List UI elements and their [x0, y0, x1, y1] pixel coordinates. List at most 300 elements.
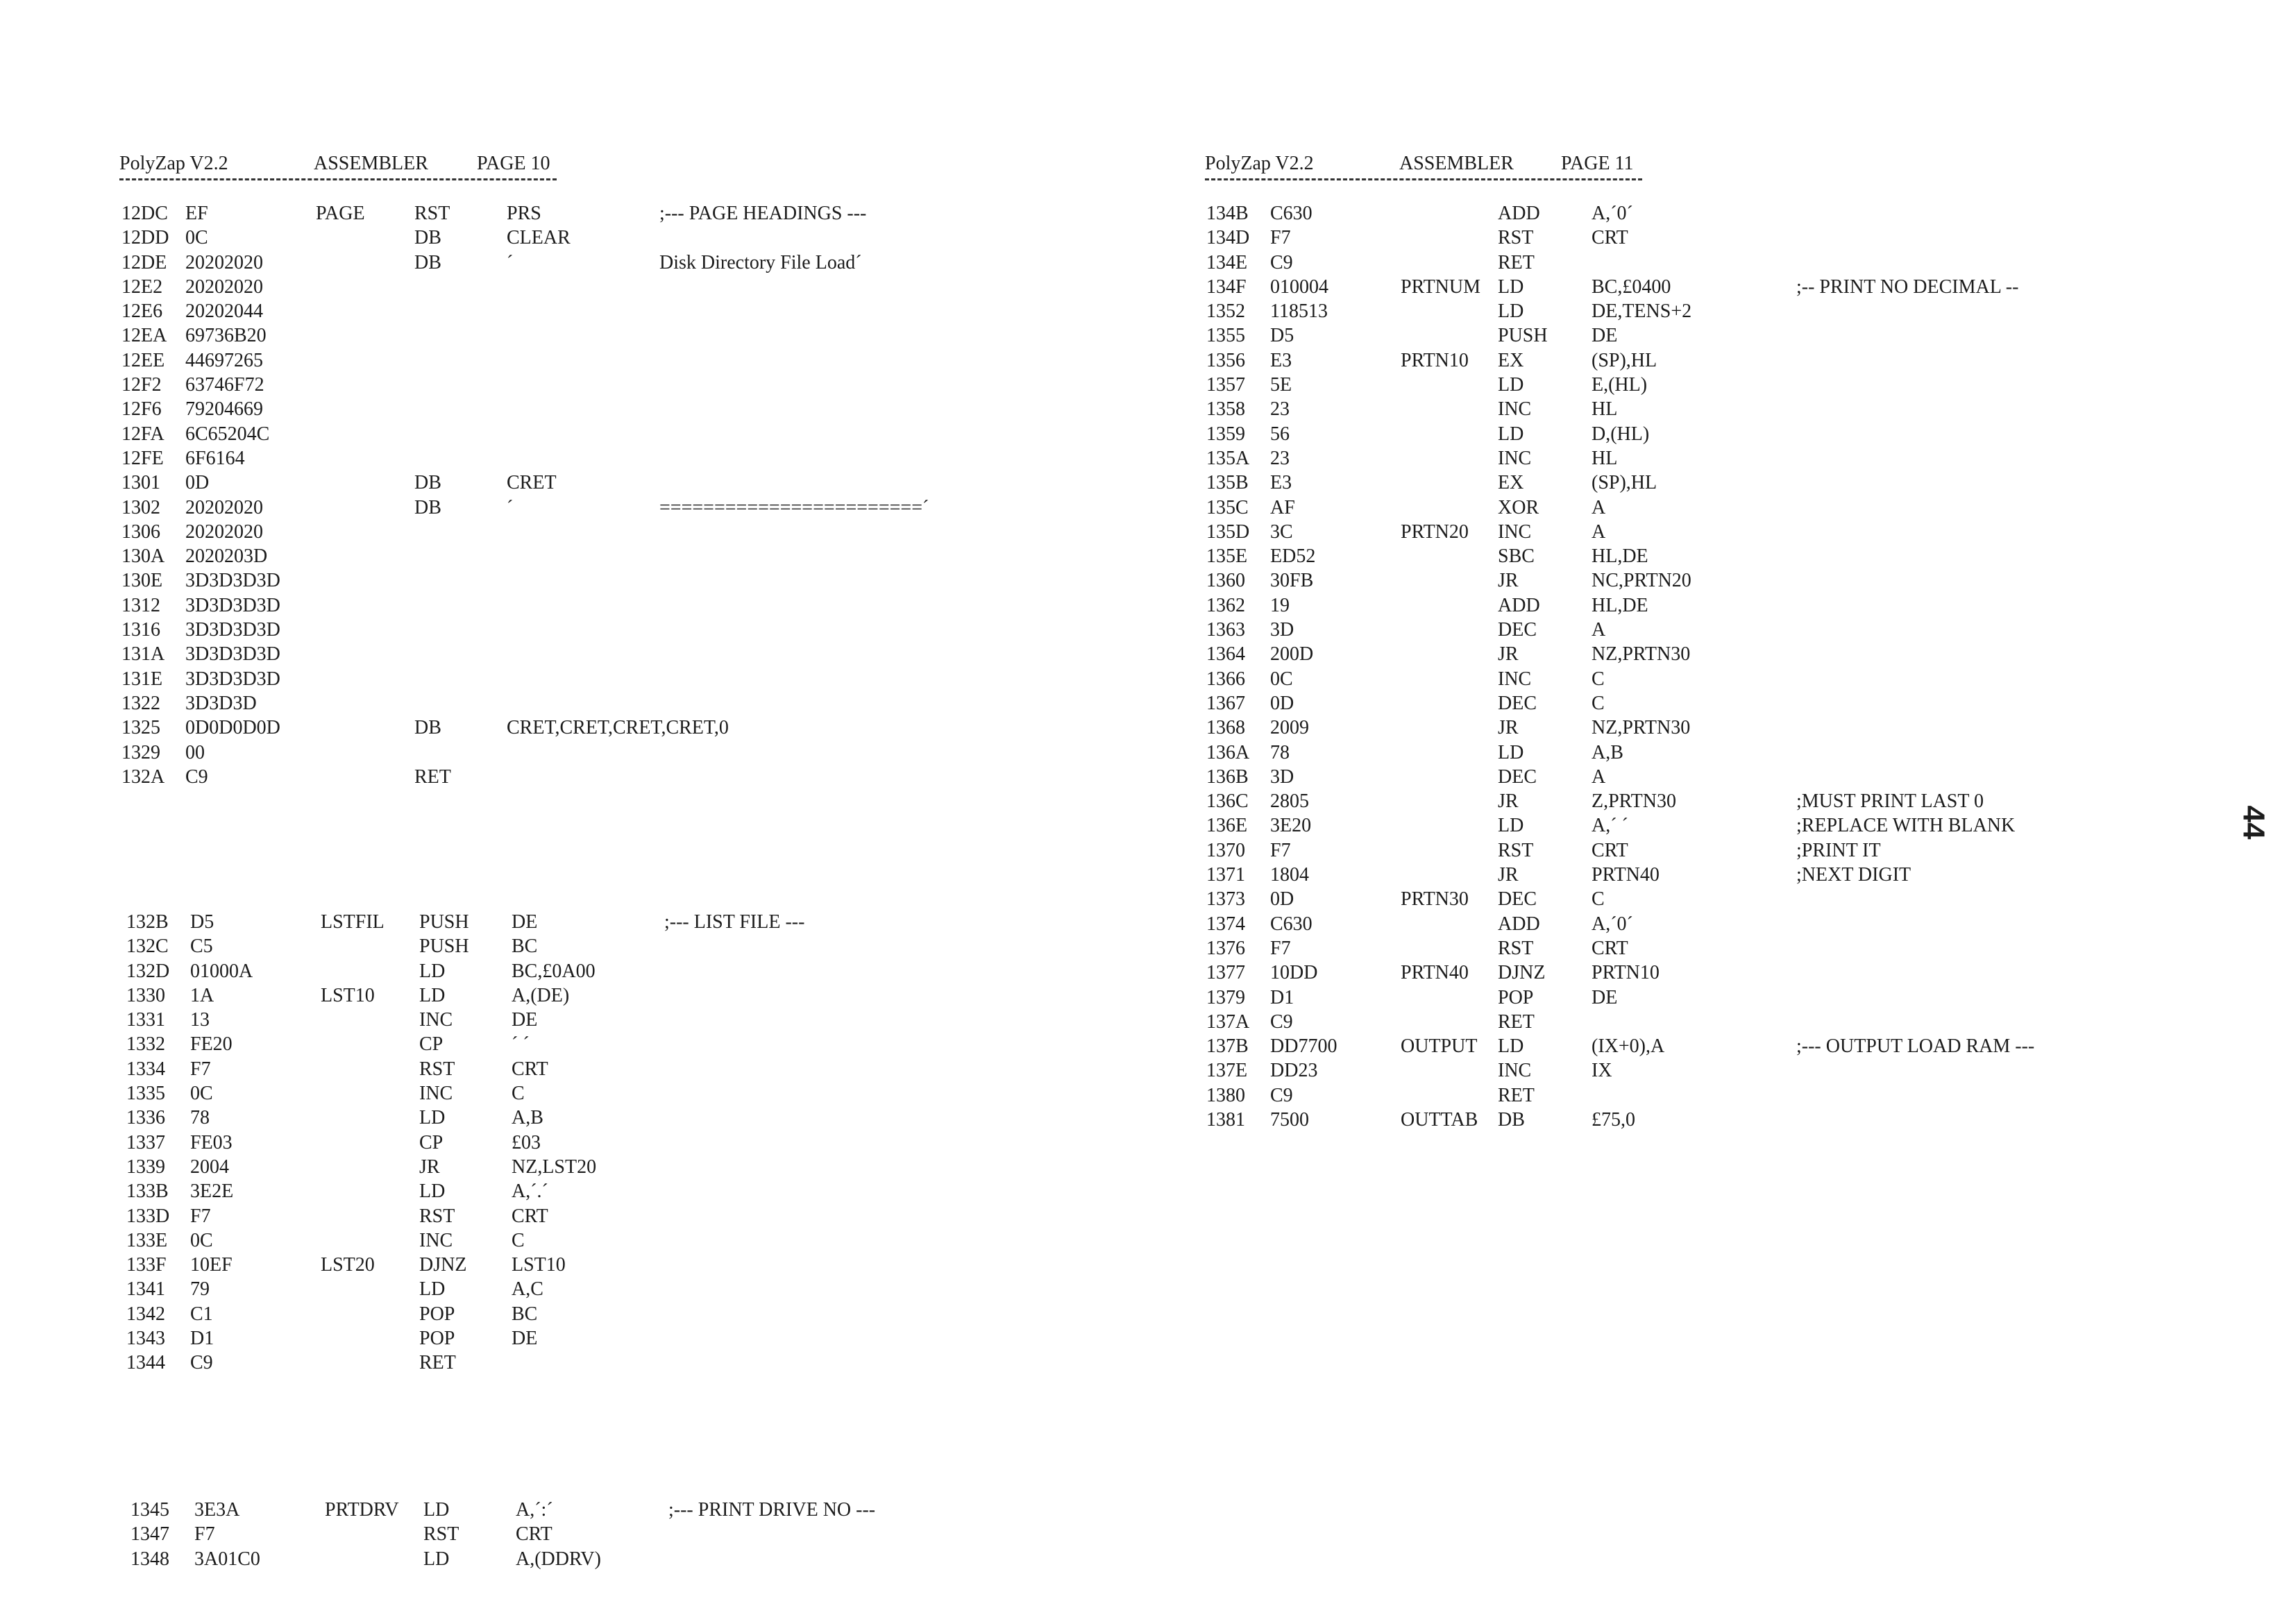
- line-op: LD: [1498, 1035, 1524, 1058]
- listing-line: [1206, 544, 2178, 568]
- line-code: 3E3A: [194, 1499, 240, 1521]
- line-arg: CLEAR: [507, 227, 571, 249]
- listing-line: [1206, 1010, 2178, 1034]
- listing-line: [126, 1204, 1029, 1228]
- line-arg: DE: [1592, 325, 1618, 347]
- line-code: 5E: [1270, 374, 1292, 396]
- line-op: DB: [414, 496, 441, 518]
- listing-line: [1206, 961, 2178, 985]
- line-arg: DE: [512, 911, 538, 933]
- line-addr: 135B: [1206, 472, 1249, 494]
- header-dashed-rule: [1205, 178, 1642, 180]
- listing-line: [126, 1277, 1029, 1301]
- line-arg: NZ,PRTN30: [1592, 717, 1691, 739]
- listing-line: [1206, 642, 2178, 666]
- line-addr: 12E2: [121, 276, 163, 298]
- line-code: E3: [1270, 349, 1292, 371]
- line-op: RST: [1498, 937, 1534, 959]
- line-addr: 1356: [1206, 349, 1245, 371]
- line-label: PRTDRV: [325, 1499, 399, 1521]
- line-addr: 134E: [1206, 251, 1248, 273]
- line-addr: 1364: [1206, 643, 1245, 666]
- listing-line: [126, 910, 1029, 934]
- line-op: DEC: [1498, 766, 1537, 788]
- line-addr: 1331: [126, 1009, 165, 1031]
- line-code: F7: [194, 1523, 215, 1546]
- line-op: RET: [419, 1352, 456, 1374]
- line-comment: ;-- PRINT NO DECIMAL --: [1796, 276, 2019, 298]
- line-label: PRTN30: [1401, 888, 1469, 911]
- listing-line: [121, 323, 1024, 348]
- line-addr: 1336: [126, 1107, 165, 1129]
- line-code: 118513: [1270, 301, 1328, 323]
- line-comment: ;MUST PRINT LAST 0: [1796, 790, 1984, 813]
- line-code: 56: [1270, 423, 1290, 445]
- line-op: JR: [1498, 643, 1519, 666]
- listing-line: [1206, 568, 2178, 593]
- line-addr: 12EE: [121, 349, 165, 371]
- line-code: 0D: [185, 472, 210, 494]
- header-section: ASSEMBLER: [314, 153, 428, 174]
- line-label: PRTN10: [1401, 349, 1469, 371]
- line-op: INC: [1498, 447, 1532, 469]
- line-code: 3A01C0: [194, 1548, 260, 1570]
- line-code: 10EF: [190, 1254, 233, 1276]
- line-arg: A,´0´: [1592, 203, 1633, 224]
- listing-line: [121, 201, 1024, 226]
- line-arg: A,´0´: [1592, 913, 1633, 935]
- listing-line: [130, 1547, 1033, 1571]
- line-code: 23: [1270, 398, 1290, 421]
- listing-line: [121, 593, 1024, 618]
- listing-line: [121, 765, 1024, 789]
- line-addr: 135A: [1206, 447, 1250, 469]
- line-arg: HL: [1592, 398, 1618, 421]
- line-code: 79: [190, 1278, 210, 1301]
- line-code: 3D3D3D3D: [185, 594, 280, 616]
- line-addr: 136B: [1206, 766, 1249, 788]
- page-header: [119, 151, 605, 176]
- listing-line: [126, 1057, 1029, 1081]
- line-code: 23: [1270, 447, 1290, 469]
- line-arg: HL,DE: [1592, 545, 1648, 568]
- listing-line: [1206, 496, 2178, 520]
- header-section: ASSEMBLER: [1399, 153, 1514, 174]
- line-op: XOR: [1498, 496, 1539, 518]
- line-op: DB: [414, 472, 441, 494]
- line-code: 6C65204C: [185, 423, 270, 445]
- listing-line: [126, 1351, 1029, 1375]
- line-op: DB: [1498, 1108, 1525, 1131]
- line-arg: DE: [512, 1328, 538, 1350]
- line-addr: 137B: [1206, 1035, 1249, 1058]
- listing-line: [1206, 887, 2178, 911]
- line-addr: 1366: [1206, 668, 1245, 690]
- line-addr: 1374: [1206, 913, 1245, 935]
- line-op: RST: [419, 1205, 455, 1227]
- line-code: ED52: [1270, 545, 1316, 568]
- line-arg: NZ,LST20: [512, 1156, 597, 1178]
- line-code: F7: [190, 1205, 211, 1227]
- line-arg: CRT: [1592, 839, 1628, 861]
- listing-line: [126, 1008, 1029, 1032]
- line-arg: HL: [1592, 447, 1618, 469]
- line-op: JR: [1498, 790, 1519, 813]
- line-op: ADD: [1498, 913, 1540, 935]
- line-addr: 1362: [1206, 594, 1245, 616]
- line-arg: BC,£0400: [1592, 276, 1671, 298]
- line-addr: 1377: [1206, 962, 1245, 984]
- listing-line: [1206, 593, 2178, 618]
- line-code: 1804: [1270, 864, 1309, 886]
- line-code: DD7700: [1270, 1035, 1337, 1058]
- line-comment: Disk Directory File Load´: [659, 251, 862, 273]
- header-page-number: PAGE 11: [1561, 153, 1634, 174]
- line-addr: 134D: [1206, 227, 1250, 249]
- line-code: D1: [190, 1328, 214, 1350]
- line-code: 0C: [190, 1229, 213, 1251]
- line-addr: 135E: [1206, 545, 1248, 568]
- line-op: INC: [1498, 668, 1532, 690]
- line-addr: 136A: [1206, 741, 1250, 763]
- line-op: EX: [1498, 472, 1524, 494]
- line-comment: ;--- PAGE HEADINGS ---: [659, 203, 867, 224]
- line-arg: C: [1592, 888, 1605, 911]
- line-addr: 1343: [126, 1328, 165, 1350]
- line-addr: 1380: [1206, 1084, 1245, 1106]
- line-comment: ========================´: [659, 496, 929, 518]
- listing-line: [126, 959, 1029, 983]
- line-op: LD: [1498, 815, 1524, 837]
- line-code: 01000A: [190, 960, 253, 982]
- line-code: 0D0D0D0D: [185, 717, 280, 739]
- line-arg: £03: [512, 1131, 541, 1153]
- line-op: DB: [414, 717, 441, 739]
- line-code: 010004: [1270, 276, 1328, 298]
- line-arg: A: [1592, 496, 1606, 518]
- line-code: F7: [1270, 227, 1291, 249]
- line-code: F7: [1270, 937, 1291, 959]
- listing-line: [121, 544, 1024, 568]
- line-addr: 136C: [1206, 790, 1249, 813]
- line-op: LD: [423, 1499, 450, 1521]
- line-op: RET: [1498, 251, 1535, 273]
- listing-line: [1206, 691, 2178, 716]
- listing-line: [1206, 863, 2178, 887]
- line-arg: A: [1592, 619, 1606, 641]
- line-label: PAGE: [316, 203, 365, 224]
- listing-line: [1206, 1034, 2178, 1058]
- listing-line: [1206, 986, 2178, 1010]
- line-code: 3E2E: [190, 1181, 234, 1203]
- line-addr: 12FA: [121, 423, 164, 445]
- line-arg: NC,PRTN20: [1592, 570, 1691, 592]
- code-block: [1206, 201, 2178, 1132]
- line-op: RET: [414, 766, 451, 788]
- listing-line: [1206, 201, 2178, 226]
- line-code: 3C: [1270, 521, 1293, 543]
- line-code: 7500: [1270, 1108, 1309, 1131]
- code-block: [130, 1498, 1033, 1571]
- line-op: SBC: [1498, 545, 1535, 568]
- line-code: F7: [190, 1058, 211, 1080]
- line-code: C9: [185, 766, 208, 788]
- listing-line: [121, 691, 1024, 716]
- listing-line: [121, 496, 1024, 520]
- line-code: D5: [190, 911, 214, 933]
- line-op: LD: [419, 1278, 446, 1301]
- line-label: LST20: [321, 1254, 375, 1276]
- line-arg: ´: [507, 251, 514, 273]
- line-code: 20202044: [185, 301, 263, 323]
- line-addr: 1344: [126, 1352, 165, 1374]
- line-op: JR: [1498, 864, 1519, 886]
- line-addr: 135C: [1206, 496, 1249, 518]
- line-op: EX: [1498, 349, 1524, 371]
- line-arg: (SP),HL: [1592, 349, 1657, 371]
- line-code: F7: [1270, 839, 1291, 861]
- line-addr: 1367: [1206, 692, 1245, 714]
- line-code: 20202020: [185, 251, 263, 273]
- line-op: RST: [414, 203, 450, 224]
- line-op: INC: [1498, 1060, 1532, 1082]
- line-addr: 131A: [121, 643, 165, 666]
- code-block: [126, 910, 1029, 1376]
- line-arg: CRT: [1592, 227, 1628, 249]
- line-code: 78: [190, 1107, 210, 1129]
- listing-line: [126, 1131, 1029, 1155]
- line-arg: A,(DDRV): [516, 1548, 601, 1570]
- line-addr: 12EA: [121, 325, 167, 347]
- line-op: RST: [419, 1058, 455, 1080]
- line-code: 3D3D3D: [185, 692, 257, 714]
- line-addr: 1348: [130, 1548, 169, 1570]
- line-code: 3D3D3D3D: [185, 570, 280, 592]
- line-comment: ;--- OUTPUT LOAD RAM ---: [1796, 1035, 2035, 1058]
- line-arg: CRT: [516, 1523, 552, 1546]
- line-addr: 12FE: [121, 447, 164, 469]
- line-arg: A,(DE): [512, 984, 570, 1006]
- listing-line: [121, 275, 1024, 299]
- line-addr: 1376: [1206, 937, 1245, 959]
- line-arg: C: [1592, 692, 1605, 714]
- header-dashed-rule: [119, 178, 557, 180]
- listing-line: [1206, 471, 2178, 495]
- listing-line: [126, 1155, 1029, 1179]
- line-op: DB: [414, 227, 441, 249]
- line-op: RST: [423, 1523, 459, 1546]
- line-addr: 132B: [126, 911, 169, 933]
- line-label: PRTNUM: [1401, 276, 1481, 298]
- line-addr: 1379: [1206, 986, 1245, 1008]
- line-code: C5: [190, 936, 213, 958]
- line-addr: 1332: [126, 1033, 165, 1056]
- line-op: CP: [419, 1131, 444, 1153]
- line-comment: ;NEXT DIGIT: [1796, 864, 1911, 886]
- listing-line: [121, 568, 1024, 593]
- listing-line: [1206, 765, 2178, 789]
- line-code: DD23: [1270, 1060, 1318, 1082]
- listing-line: [1206, 348, 2178, 373]
- listing-line: [1206, 618, 2178, 642]
- listing-line: [1206, 667, 2178, 691]
- line-code: D5: [1270, 325, 1294, 347]
- line-op: RET: [1498, 1084, 1535, 1106]
- line-op: LD: [1498, 423, 1524, 445]
- line-code: 1A: [190, 984, 214, 1006]
- line-arg: (IX+0),A: [1592, 1035, 1665, 1058]
- line-op: LD: [419, 1181, 446, 1203]
- line-code: 0C: [1270, 668, 1293, 690]
- line-op: JR: [1498, 570, 1519, 592]
- line-code: 13: [190, 1009, 210, 1031]
- line-op: POP: [419, 1303, 455, 1325]
- line-arg: PRS: [507, 203, 541, 224]
- listing-line: [126, 1081, 1029, 1106]
- listing-line: [121, 642, 1024, 666]
- line-code: 20202020: [185, 276, 263, 298]
- listing-line: [1206, 716, 2178, 740]
- line-code: 30FB: [1270, 570, 1314, 592]
- listing-line: [1206, 1058, 2178, 1083]
- line-op: LD: [419, 984, 446, 1006]
- line-addr: 131E: [121, 668, 163, 690]
- line-arg: DE: [512, 1009, 538, 1031]
- line-arg: PRTN40: [1592, 864, 1660, 886]
- line-code: C9: [1270, 251, 1293, 273]
- line-addr: 12F2: [121, 374, 162, 396]
- line-addr: 1341: [126, 1278, 165, 1301]
- listing-line: [126, 1106, 1029, 1130]
- listing-line: [126, 1326, 1029, 1351]
- line-op: RST: [1498, 839, 1534, 861]
- listing-line: [1206, 936, 2178, 961]
- line-comment: ;PRINT IT: [1796, 839, 1881, 861]
- line-code: FE03: [190, 1131, 233, 1153]
- line-arg: A: [1592, 521, 1606, 543]
- line-addr: 1339: [126, 1156, 165, 1178]
- line-addr: 1373: [1206, 888, 1245, 911]
- listing-line: [121, 299, 1024, 323]
- line-code: 44697265: [185, 349, 263, 371]
- listing-line: [126, 983, 1029, 1008]
- line-addr: 1358: [1206, 398, 1245, 421]
- listing-line: [1206, 299, 2178, 323]
- listing-line: [1206, 1108, 2178, 1132]
- line-op: ADD: [1498, 203, 1540, 224]
- listing-line: [121, 520, 1024, 544]
- line-op: INC: [1498, 398, 1532, 421]
- line-arg: A,´.´: [512, 1181, 548, 1203]
- listing-line: [121, 373, 1024, 397]
- line-arg: ´: [507, 496, 514, 518]
- line-code: 69736B20: [185, 325, 267, 347]
- line-code: 0D: [1270, 692, 1294, 714]
- line-addr: 1312: [121, 594, 160, 616]
- line-op: LD: [423, 1548, 450, 1570]
- line-addr: 1345: [130, 1499, 169, 1521]
- line-arg: CRT: [1592, 937, 1628, 959]
- line-arg: E,(HL): [1592, 374, 1648, 396]
- line-label: LST10: [321, 984, 375, 1006]
- line-code: 20202020: [185, 521, 263, 543]
- line-addr: 132D: [126, 960, 170, 982]
- line-op: LD: [419, 960, 446, 982]
- line-arg: LST10: [512, 1254, 566, 1276]
- listing-line: [1206, 226, 2178, 250]
- line-addr: 136E: [1206, 815, 1248, 837]
- listing-line: [1206, 520, 2178, 544]
- line-arg: DE,TENS+2: [1592, 301, 1692, 323]
- line-arg: CRT: [512, 1205, 548, 1227]
- line-op: LD: [1498, 301, 1524, 323]
- line-code: 6F6164: [185, 447, 245, 469]
- line-addr: 1316: [121, 619, 160, 641]
- line-code: C9: [190, 1352, 213, 1374]
- line-arg: IX: [1592, 1060, 1612, 1082]
- listing-line: [1206, 275, 2178, 299]
- listing-line: [126, 1032, 1029, 1056]
- line-arg: A,C: [512, 1278, 543, 1301]
- line-addr: 137E: [1206, 1060, 1248, 1082]
- listing-line: [126, 1302, 1029, 1326]
- line-code: 0C: [190, 1083, 213, 1105]
- listing-line: [121, 667, 1024, 691]
- line-comment: ;--- PRINT DRIVE NO ---: [668, 1499, 876, 1521]
- listing-line: [1206, 373, 2178, 397]
- line-op: PUSH: [1498, 325, 1548, 347]
- listing-line: [1206, 323, 2178, 348]
- line-code: 2805: [1270, 790, 1309, 813]
- listing-line: [1206, 912, 2178, 936]
- page-header: [1205, 151, 1691, 176]
- line-op: INC: [1498, 521, 1532, 543]
- listing-line: [121, 446, 1024, 471]
- line-addr: 12DD: [121, 227, 169, 249]
- line-arg: CRET,CRET,CRET,CRET,0: [507, 717, 729, 739]
- listing-line: [121, 251, 1024, 275]
- line-code: C1: [190, 1303, 213, 1325]
- line-code: 3E20: [1270, 815, 1312, 837]
- line-addr: 1302: [121, 496, 160, 518]
- line-comment: ;--- LIST FILE ---: [664, 911, 805, 933]
- line-code: 3D3D3D3D: [185, 643, 280, 666]
- line-label: PRTN40: [1401, 962, 1469, 984]
- line-op: ADD: [1498, 594, 1540, 616]
- line-code: C9: [1270, 1084, 1293, 1106]
- line-addr: 1306: [121, 521, 160, 543]
- listing-line: [126, 1253, 1029, 1277]
- line-label: OUTPUT: [1401, 1035, 1478, 1058]
- line-op: RST: [1498, 227, 1534, 249]
- line-addr: 1301: [121, 472, 160, 494]
- listing-line: [121, 422, 1024, 446]
- line-addr: 137A: [1206, 1010, 1250, 1033]
- line-op: LD: [1498, 741, 1524, 763]
- listing-page-right: [1148, 0, 2296, 1624]
- line-code: 2009: [1270, 717, 1309, 739]
- listing-line: [121, 618, 1024, 642]
- line-op: DJNZ: [1498, 962, 1546, 984]
- line-arg: A,´ ´: [1592, 815, 1628, 837]
- line-arg: BC: [512, 1303, 538, 1325]
- line-addr: 130A: [121, 545, 165, 568]
- listing-line: [1206, 813, 2178, 838]
- line-arg: DE: [1592, 986, 1618, 1008]
- line-op: LD: [1498, 374, 1524, 396]
- line-arg: Z,PRTN30: [1592, 790, 1676, 813]
- line-arg: A,B: [512, 1107, 543, 1129]
